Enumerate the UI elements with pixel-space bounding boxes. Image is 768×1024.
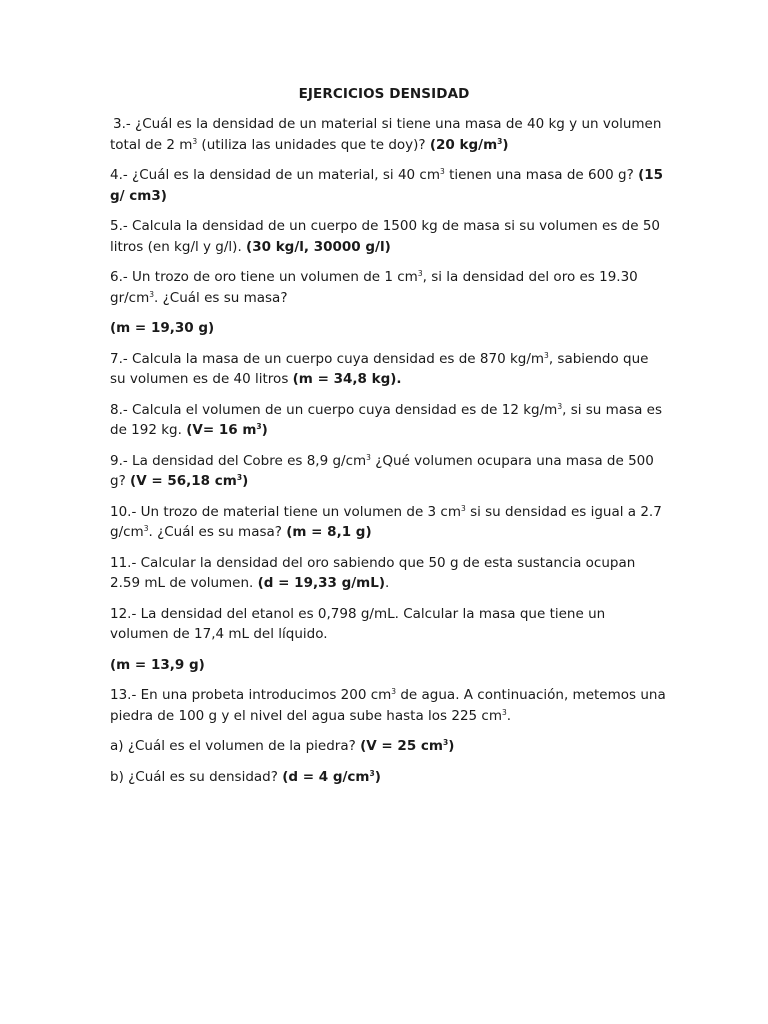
exercise-6-text-2: , si la densidad del oro es 19.30 gr/cm <box>110 269 638 306</box>
exercise-13-text-3: . <box>506 707 512 724</box>
answer-text-end: ) <box>242 473 249 489</box>
exercise-6-answer-line <box>110 318 666 339</box>
exercise-5 <box>110 216 666 257</box>
answer-text: (V = 56,18 cm <box>130 473 237 489</box>
exercise-8-text: 8.- Calcula el volumen de un cuerpo cuya densidad es de 12 kg/m <box>110 401 558 418</box>
answer-text: (20 kg/m <box>429 136 498 153</box>
exercise-13b-answer <box>282 769 381 785</box>
exercise-12-answer-line <box>110 655 666 676</box>
superscript: 3 <box>461 503 466 513</box>
exercise-3-text-2: (utiliza las unidades que te doy)? <box>197 136 430 153</box>
exercise-list <box>110 114 666 797</box>
exercise-8 <box>110 400 666 441</box>
exercise-7-text-2: , sabiendo que su volumen es de 40 litros <box>110 350 649 387</box>
exercise-4 <box>110 165 666 206</box>
exercise-11-answer: (d = 19,33 g/mL) <box>257 575 386 591</box>
exercise-11 <box>110 553 666 594</box>
superscript: 3 <box>143 524 149 533</box>
superscript: 3 <box>366 452 371 462</box>
exercise-13a <box>110 736 666 757</box>
exercise-12-answer: (m = 13,9 g) <box>110 656 205 673</box>
answer-text: (V= 16 m <box>186 422 257 438</box>
superscript: 3 <box>440 167 445 176</box>
exercise-3-answer <box>430 137 509 153</box>
exercise-13a-answer <box>360 738 454 754</box>
superscript: 3 <box>236 473 243 482</box>
exercise-7 <box>110 349 666 390</box>
exercise-6-text-3: . ¿Cuál es su masa? <box>154 289 288 306</box>
exercise-4-text: 4.- ¿Cuál es la densidad de un material, si 40 cm <box>110 167 440 183</box>
exercise-13b <box>110 767 666 788</box>
exercise-6 <box>110 267 666 308</box>
exercise-3-text: 3.- ¿Cuál es la densidad de un material si tiene una masa de 40 kg y un volumen total de 2 m <box>110 116 662 153</box>
answer-text-end: ) <box>448 738 455 754</box>
superscript: 3 <box>391 687 397 696</box>
superscript: 3 <box>442 738 449 747</box>
exercise-11-text: 11.- Calcular la densidad del oro sabiendo que 50 g de esta sustancia ocupan 2.59 mL de volumen. <box>110 554 636 591</box>
exercise-10-answer: (m = 8,1 g) <box>286 524 372 540</box>
superscript: 3 <box>497 136 503 146</box>
exercise-6-answer: (m = 19,30 g) <box>110 320 215 336</box>
exercise-10-text-3: . ¿Cuál es su masa? <box>148 524 287 540</box>
exercise-6-text: 6.- Un trozo de oro tiene un volumen de 1 cm <box>110 269 418 285</box>
answer-text: (d = 4 g/cm <box>282 768 370 785</box>
exercise-13a-text: a) ¿Cuál es el volumen de la piedra? <box>110 738 361 754</box>
exercise-9-answer <box>130 473 248 489</box>
exercise-8-answer <box>186 422 268 438</box>
superscript: 3 <box>417 269 423 278</box>
answer-text-end: ) <box>374 768 381 785</box>
exercise-4-answer: (15 g/ cm3) <box>110 167 664 204</box>
exercise-12 <box>110 604 666 645</box>
exercise-9-text: 9.- La densidad del Cobre es 8,9 g/cm <box>110 452 367 469</box>
superscript: 3 <box>369 768 375 778</box>
exercise-3 <box>110 114 666 155</box>
exercise-9 <box>110 451 666 492</box>
exercise-12-text: 12.- La densidad del etanol es 0,798 g/mL. Calcular la masa que tiene un volumen de 17,4 mL del líquido. <box>110 605 606 642</box>
exercise-4-text-2: tienen una masa de 600 g? <box>444 167 639 183</box>
superscript: 3 <box>544 350 549 360</box>
superscript: 3 <box>502 707 507 717</box>
exercise-13-text-2: de agua. A continuación, metemos una piedra de 100 g y el nivel del agua sube hasta los 225 cm <box>110 687 666 724</box>
exercise-7-text: 7.- Calcula la masa de un cuerpo cuya densidad es de 870 kg/m <box>110 350 545 367</box>
document-title: EJERCICIOS DENSIDAD <box>298 86 470 102</box>
exercise-5-text: 5.- Calcula la densidad de un cuerpo de 1500 kg de masa si su volumen es de 50 litros (en kg/l y g/l). <box>110 218 661 255</box>
exercise-10-text-2: si su densidad es igual a 2.7 g/cm <box>110 503 662 540</box>
exercise-8-text-2: , si su masa es de 192 kg. <box>110 401 663 438</box>
answer-text: (V = 25 cm <box>360 738 443 754</box>
superscript: 3 <box>192 136 198 146</box>
exercise-10-text: 10.- Un trozo de material tiene un volumen de 3 cm <box>110 503 461 520</box>
exercise-5-answer: (30 kg/l, 30000 g/l) <box>246 238 391 255</box>
exercise-13-text: 13.- En una probeta introducimos 200 cm <box>110 687 392 703</box>
exercise-13 <box>110 685 666 726</box>
answer-text-end: ) <box>502 136 509 153</box>
exercise-11-text-end: . <box>385 575 390 591</box>
exercise-7-answer: (m = 34,8 kg). <box>292 371 402 387</box>
exercise-10 <box>110 502 666 543</box>
superscript: 3 <box>256 422 262 431</box>
exercise-13b-text: b) ¿Cuál es su densidad? <box>110 768 283 785</box>
answer-text-end: ) <box>261 422 268 438</box>
exercise-9-text-2: ¿Qué volumen ocupara una masa de 500 g? <box>110 452 654 489</box>
superscript: 3 <box>557 401 563 411</box>
superscript: 3 <box>149 289 155 299</box>
